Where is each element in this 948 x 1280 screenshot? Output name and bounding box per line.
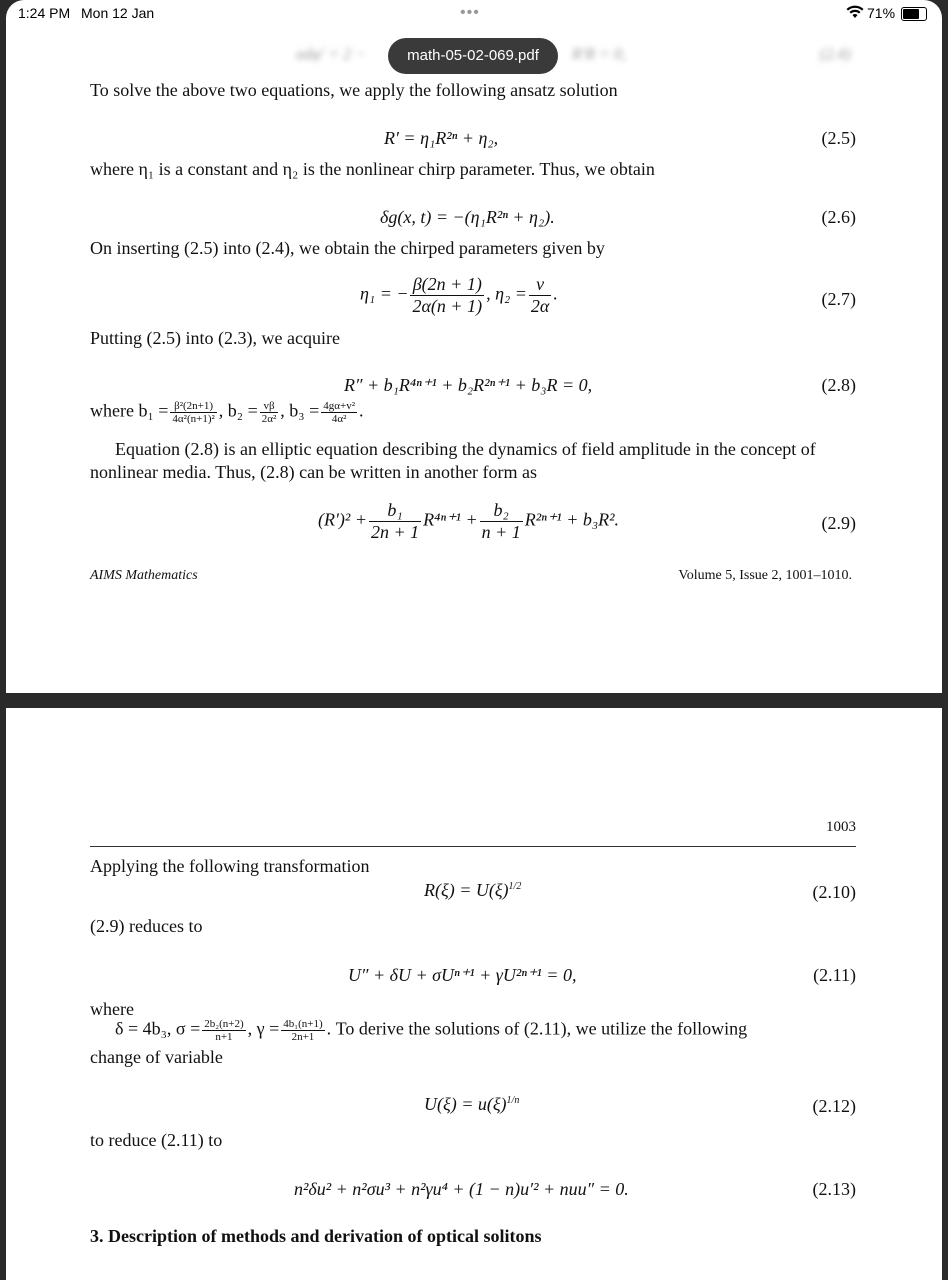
paragraph: To solve the above two equations, we apply the following ansatz solution: [90, 80, 618, 100]
footer-volume: Volume 5, Issue 2, 1001–1010.: [678, 568, 852, 583]
paragraph: change of variable: [90, 1047, 223, 1067]
paragraph: Putting (2.5) into (2.3), we acquire: [90, 328, 340, 348]
paragraph: On inserting (2.5) into (2.4), we obtain the chirped parameters given by: [90, 238, 605, 258]
status-time: 1:24 PM: [18, 5, 71, 21]
paragraph: Equation (2.8) is an elliptic equation describing the dynamics of field amplitude in the concept of: [115, 439, 816, 459]
equation-number: (2.7): [821, 289, 856, 309]
battery-percent: 71%: [867, 5, 896, 21]
wifi-icon: [846, 5, 864, 22]
equation-2-6: δg(x, t) = −(η₁R²ⁿ + η₂).: [380, 207, 555, 227]
blurred-equation: adφ′ + 2 −: [296, 46, 366, 63]
equation-2-9: (R′)² + $\frac{\text{b₁}}{2n + 1}$ R⁴ⁿ⁺¹ + $\frac{\text{b₂}}{n + 1}$ R²ⁿ⁺¹ + b₃R².: [318, 500, 620, 542]
page-number: 1003: [826, 819, 856, 835]
document-title-pill[interactable]: math-05-02-069.pdf: [388, 38, 558, 74]
blurred-eq-number: (2.4): [820, 46, 851, 63]
equation-2-8: R″ + b₁R⁴ⁿ⁺¹ + b₂R²ⁿ⁺¹ + b₃R = 0,: [344, 375, 593, 395]
paragraph: Applying the following transformation: [90, 856, 370, 876]
paragraph: to reduce (2.11) to: [90, 1130, 223, 1150]
paragraph: where: [90, 999, 134, 1019]
footer-journal: AIMS Mathematics: [90, 568, 198, 583]
equation-number: (2.12): [812, 1096, 856, 1116]
coefficient-definitions: where b₁ = $\frac{\text{β²(2n+1)}}{\text{4α²(n+1)²}}$ , b₂ = $\frac{v\beta}{\text{2α²}}$ , b₃ = $\frac{\text{4gα+v²}}{\text{4α²}}$ .: [90, 400, 364, 425]
status-date: Mon 12 Jan: [81, 5, 155, 21]
multitask-dots-icon[interactable]: •••: [460, 4, 480, 21]
blurred-equation: R′R = 0,: [572, 46, 626, 63]
equation-number: (2.13): [812, 1179, 856, 1199]
equation-number: (2.11): [813, 965, 856, 985]
equation-2-10: $R(\xi) = U(\xi)^{1/2}$: [424, 880, 522, 900]
equation-2-13: n²δu² + n²σu³ + n²γu⁴ + (1 − n)u′² + nuu″ = 0.: [294, 1179, 629, 1199]
equation-2-11: U″ + δU + σUⁿ⁺¹ + γU²ⁿ⁺¹ = 0,: [348, 965, 577, 985]
equation-2-12: $U(\xi) = u(\xi)^{1/n}$: [424, 1094, 520, 1114]
equation-number: (2.9): [821, 513, 856, 533]
equation-2-5: R′ = η₁R²ⁿ + η₂,: [384, 128, 499, 148]
paragraph: where η₁ is a constant and η₂ is the nonlinear chirp parameter. Thus, we obtain: [90, 159, 655, 179]
battery-icon: [901, 7, 927, 21]
equation-number: (2.10): [812, 882, 856, 902]
parameter-definitions: δ = 4b₃, σ = $\frac{\text{2b₂(n+2)}}{n+1}$ , γ = $\frac{\text{4b₁(n+1)}}{2n+1}$ . To derive the solutions of (2.11), we utilize the following: [115, 1018, 748, 1043]
equation-number: (2.8): [821, 375, 856, 395]
equation-number: (2.5): [821, 128, 856, 148]
equation-number: (2.6): [821, 207, 856, 227]
equation-2-7: η₁ = − $\frac{\beta(2n + 1)}{2\alpha(n + 1)}$ , η₂ = $\frac{v}{2\alpha}$ .: [360, 274, 558, 316]
section-heading: 3. Description of methods and derivation of optical solitons: [90, 1226, 542, 1246]
header-rule: [90, 846, 856, 847]
paragraph: nonlinear media. Thus, (2.8) can be written in another form as: [90, 462, 538, 482]
paragraph: (2.9) reduces to: [90, 916, 203, 936]
